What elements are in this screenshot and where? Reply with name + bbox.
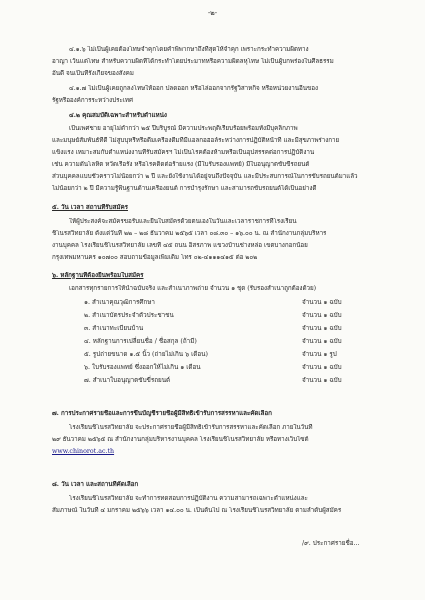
- section-5-line-1: ให้ผู้ประสงค์จะสมัครขอรับและยื่นใบสมัครด้วยตนเองในวันและเวลาราชการที่โรงเรียน: [69, 218, 297, 225]
- document-item-qty: จำนวน ๑ รูป: [302, 351, 337, 358]
- para-4-1-6-line-3: อันดี จนเป็นที่รังเกียจของสังคม: [52, 70, 134, 77]
- section-7-line-1: โรงเรียนชิโนรสวิทยาลัย จะประกาศรายชื่อผู้มีสิทธิ์เข้ารับการสรรหาและคัดเลือก ภายในวันที่: [69, 424, 313, 431]
- document-item-label: ๕. รูปถ่ายขนาด ๑.๕ นิ้ว (ถ่ายไม่เกิน ๖ เดือน): [84, 351, 208, 358]
- section-4-2-heading: ๔.๒ คุณสมบัติเฉพาะสำหรับตำแหน่ง: [69, 112, 167, 119]
- para-4-1-7-line-2: รัฐหรือองค์การระหว่างประเทศ: [52, 97, 133, 104]
- section-7-heading: ๗. การประกาศรายชื่อและการขึ้นบัญชีรายชื่อผู้มีสิทธิ์เข้ารับการสรรหาและคัดเลือก: [52, 410, 272, 417]
- section-4-2-line-4: เช่น ความดันโลหิต หวัดเรื้อรัง หรือโรคติดต่อร้ายแรง (มีใบรับรองแพทย์) มีใบอนุญาตขับขี่รถยนต์: [52, 161, 310, 168]
- para-4-1-6-line-2: อาญา เว้นแต่โทษ สำหรับความผิดที่ได้กระทำโดยประมาทหรือความผิดลหุโทษ ไม่เป็นผู้บกพร่องในศีลธรรม: [52, 58, 334, 65]
- section-7-line-2: ๒๙ ธันวาคม ๒๕๖๕ ณ สำนักงานกลุ่มบริหารงานบุคคล โรงเรียนชิโนรสวิทยาลัย หรือทางเว็บไซต์: [52, 436, 309, 443]
- section-5-line-3: งานบุคคล โรงเรียนชิโนรสวิทยาลัย เลขที่ ๔๕ ถนน อิสรภาพ แขวงบ้านช่างหล่อ เขตบางกอกน้อย: [52, 242, 308, 249]
- section-6-intro: เอกสารทุกรายการให้นำฉบับจริง และสำเนาภาพถ่าย จำนวน ๑ ชุด (รับรองสำเนาถูกต้องด้วย): [69, 285, 317, 292]
- section-4-2-line-6: ไม่น้อยกว่า ๒ ปี มีความรู้พื้นฐานด้านเครื่องยนต์ การบำรุงรักษา และสามารถขับรถยนต์ได้เป็นอย่างดี: [52, 185, 317, 192]
- section-8-heading: ๘. วัน เวลา และสถานที่คัดเลือก: [52, 481, 139, 488]
- document-item-qty: จำนวน ๑ ฉบับ: [302, 299, 342, 306]
- para-4-1-6-line-1: ๔.๑.๖ ไม่เป็นผู้เคยต้องโทษจำคุกโดยคำพิพากษาถึงที่สุดให้จำคุก เพราะกระทำความผิดทาง: [69, 46, 309, 53]
- section-5-line-4: กรุงเทพมหานคร ๑๐๗๐๐ สอบถามข้อมูลเพิ่มเติม โทร ๐๒-๔๑๑๑๔๑๕ ต่อ ๒๐๒: [52, 254, 258, 261]
- section-5-line-2: ชิโนรสวิทยาลัย ตั้งแต่วันที่ ๒๒ – ๒๘ ธันวาคม ๒๕๖๕ เวลา ๐๘.๓๐ – ๑๖.๐๐ น. ณ สำนักงานกลุ่มบริหาร: [52, 230, 327, 237]
- document-item-label: ๗. สำเนาใบอนุญาตขับขี่รถยนต์: [84, 377, 171, 384]
- document-item-qty: จำนวน ๑ ฉบับ: [302, 364, 342, 371]
- document-item-qty: จำนวน ๑ ฉบับ: [302, 312, 342, 319]
- para-4-1-7-line-1: ๔.๑.๗ ไม่เป็นผู้เคยถูกลงโทษให้ออก ปลดออก หรือไล่ออกจากรัฐวิสาหกิจ หรือหน่วยงานอื่นของ: [69, 85, 319, 92]
- section-4-2-line-3: แข็งแรง เหมาะสมกับตำแหน่งงานที่รับสมัครฯ ไม่เป็นโรคต้องห้ามหรือเป็นอุปสรรคต่อการปฏิบัติงาน: [52, 149, 315, 156]
- document-item-qty: จำนวน ๑ ฉบับ: [302, 325, 342, 332]
- school-website-link[interactable]: www.chinorot.ac.th: [52, 448, 115, 455]
- section-6-heading: ๖. หลักฐานที่ต้องยื่นพร้อมใบสมัคร: [52, 272, 144, 279]
- document-item-label: ๔. หลักฐานการเปลี่ยนชื่อ / ชื่อสกุล (ถ้ามี): [84, 338, 197, 345]
- document-item-label: ๑. สำเนาคุณวุฒิการศึกษา: [84, 299, 155, 306]
- document-item-qty: จำนวน ๑ ฉบับ: [302, 377, 342, 384]
- page-number: -๒-: [207, 9, 218, 17]
- document-item-label: ๓. สำเนาทะเบียนบ้าน: [84, 325, 144, 332]
- section-5-heading: ๕. วัน เวลา สถานที่รับสมัคร: [52, 204, 128, 211]
- document-item-label: ๖. ใบรับรองแพทย์ ซึ่งออกให้ไม่เกิน ๑ เดือน: [84, 364, 201, 371]
- section-4-2-line-5: ส่วนบุคคลแบบชั่วคราวไม่น้อยกว่า ๒ ปี และยังใช้งานได้อยู่จนถึงปัจจุบัน และมีประสบการณ์ในการขับรถยนต์มาแล้ว: [52, 173, 358, 180]
- document-item-label: ๒. สำเนาบัตรประจำตัวประชาชน: [84, 312, 174, 319]
- section-8-line-2: สัมภาษณ์ ในวันที่ ๔ มกราคม ๒๕๖๖ เวลา ๑๔.๐๐ น. เป็นต้นไป ณ โรงเรียนชิโนรสวิทยาลัย ตามลำดับผู้สมัคร: [52, 507, 342, 514]
- document-item-qty: จำนวน ๑ ฉบับ: [302, 338, 342, 345]
- section-8-line-1: โรงเรียนชิโนรสวิทยาลัย จะทำการทดสอบการปฏิบัติงาน ความสามารถเฉพาะตำแหน่งและ: [69, 495, 308, 502]
- continuation-note: /๙. ประกาศรายชื่อ...: [302, 540, 360, 547]
- section-4-2-line-1: เป็นเพศชาย อายุไม่ต่ำกว่า ๒๕ ปีบริบูรณ์ มีความประพฤติเรียบร้อยพร้อมทั้งมีบุคลิกภาพ: [69, 125, 298, 132]
- section-4-2-line-2: และมนุษย์สัมพันธ์ที่ดี ไม่สูบบุหรี่หรือดื่มเครื่องดื่มที่มีแอลกอฮอล์ระหว่างการปฏิบัติหน้าที่ และมีสุขภาพร่างกาย: [52, 137, 340, 144]
